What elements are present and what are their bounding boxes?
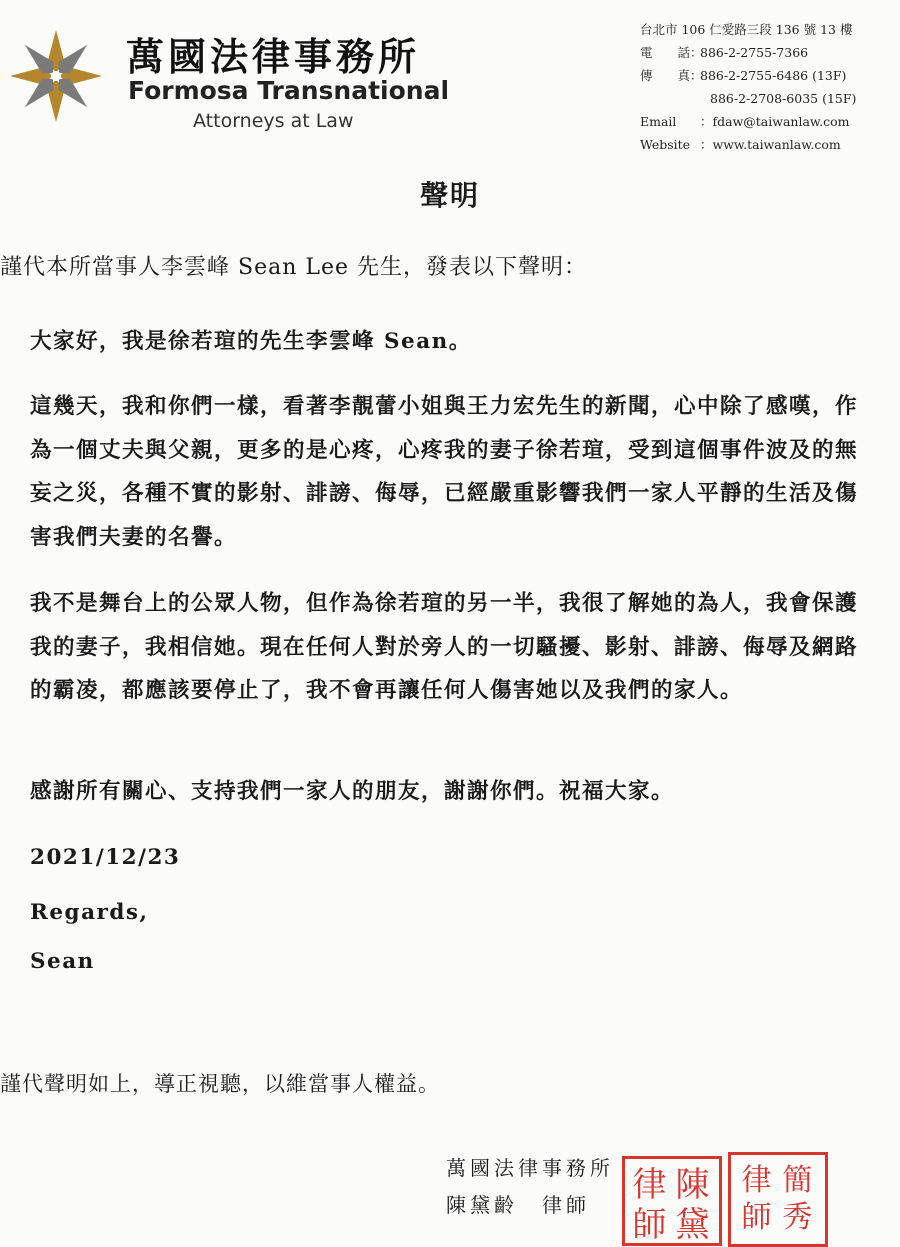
email-label: Email — [640, 114, 677, 129]
phone-label: 電 話： — [640, 45, 703, 60]
website-value: ：www.taiwanlaw.com — [700, 137, 841, 152]
statement-date: 2021/12/23 — [30, 845, 181, 870]
signature-lawyer: 陳黛齡 律師 — [446, 1193, 590, 1217]
star-burst-logo-icon — [8, 28, 104, 124]
signature-block — [446, 1150, 614, 1224]
firm-name-zh: 萬國法律事務所 — [126, 34, 421, 79]
paragraph-3: 感謝所有關心、支持我們一家人的朋友，謝謝你們。祝福大家。 — [30, 779, 675, 804]
paragraph-1: 這幾天，我和你們一樣，看著李靚蕾小姐與王力宏先生的新聞，心中除了感嘆，作為一個丈夫與父親，更多的是心疼，心疼我的妻子徐若瑄，受到這個事件波及的無妄之災，各種不實的影射、誹謗、侮辱，已經嚴重影響我們一家人平靜的生活及傷害我們夫妻的名譽。 — [30, 394, 859, 550]
statement-title: 聲明 — [419, 179, 480, 212]
closing-line: 謹代聲明如上，導正視聽，以維當事人權益。 — [0, 1072, 440, 1096]
fax-label: 傳 真： — [640, 68, 703, 83]
regards: Regards, — [30, 900, 149, 925]
red-seal-stamp-2: 律 簡 師 秀 — [728, 1152, 828, 1247]
statement-intro: 謹代本所當事人李雲峰 Sean Lee 先生，發表以下聲明： — [0, 255, 588, 280]
red-seal-stamp-1: 律 陳 師 黛 — [622, 1156, 722, 1246]
website-label: Website — [640, 137, 691, 152]
paragraph-2: 我不是舞台上的公眾人物，但作為徐若瑄的另一半，我很了解她的為人，我會保護我的妻子，我相信她。現在任何人對於旁人的一切騷擾、影射、誹謗、侮辱及網路的霸凌，都應該要停止了，我不會再讓任何人傷害她以及我們的家人。 — [30, 591, 859, 703]
email-row — [640, 110, 895, 133]
contact-block — [640, 18, 895, 156]
fax-row — [640, 64, 895, 87]
phone-row — [640, 41, 895, 64]
address: 台北市 106 仁愛路三段 136 號 13 樓 — [640, 22, 853, 37]
greeting: 大家好，我是徐若瑄的先生李雲峰 Sean。 — [30, 329, 472, 354]
signoff-name: Sean — [30, 949, 95, 974]
firm-tagline: Attorneys at Law — [193, 110, 354, 132]
phone-value: 886-2-2755-7366 — [700, 45, 809, 60]
fax-value-1: 886-2-2755-6486 (13F) — [700, 68, 847, 83]
fax-value-2: 886-2-2708-6035 (15F) — [710, 91, 857, 106]
firm-name-en: Formosa Transnational — [128, 76, 450, 105]
website-row — [640, 133, 895, 156]
email-value: ：fdaw@taiwanlaw.com — [700, 114, 850, 129]
signature-firm: 萬國法律事務所 — [446, 1156, 614, 1180]
